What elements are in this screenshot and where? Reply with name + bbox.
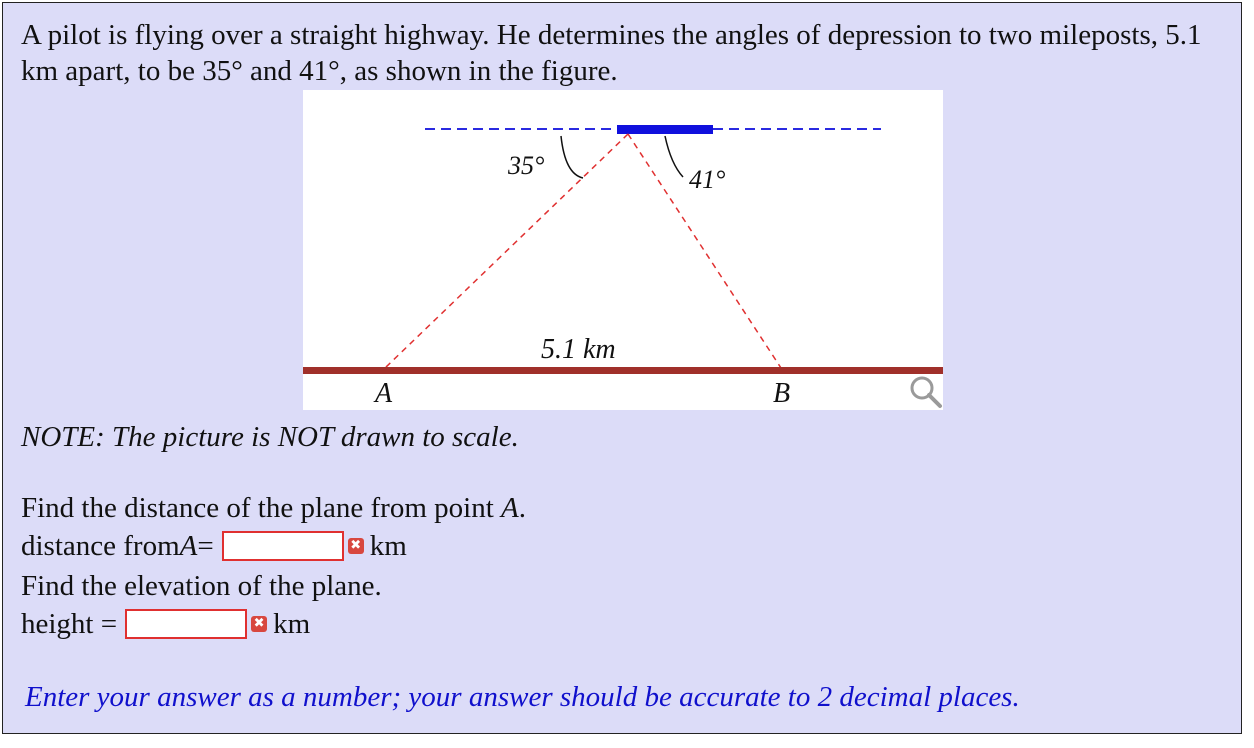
question-panel [2,2,1242,734]
part2-prompt: Find the elevation of the plane. [21,570,382,602]
part1-prompt-text: Find the distance of the plane from point [21,492,494,524]
highway [303,367,943,374]
point-b-label: B [773,378,791,409]
part1-prompt-end: . [518,492,526,524]
part1-prompt [21,489,526,527]
point-a-label: A [375,378,393,409]
part1-label-var: A [179,530,198,562]
part2-unit: km [273,608,311,640]
part2-label: height = [21,608,118,640]
angle-label-left: 35° [508,151,545,180]
angle-arc-right [665,136,683,177]
x-mark-icon: ✖ [348,538,364,554]
part1-label-eq: = [197,530,214,562]
part1-label-text: distance from [21,530,180,562]
problem-figure [303,90,943,410]
problem-statement: A pilot is flying over a straight highway. He determines the angles of depression to two mileposts, 5.1 km apart, to be 35° and 41°, as shown in the figure. [21,19,1202,87]
answer-hint: Enter your answer as a number; your answer should be accurate to 2 decimal places. [25,681,1020,713]
distance-label: 5.1 km [541,334,616,365]
x-mark-icon: ✖ [251,616,267,632]
figure-diagram [303,90,943,410]
angle-label-right: 41° [689,165,726,194]
part1-prompt-var: A [501,492,519,524]
sight-line-a [385,134,628,368]
angle-arc-left [561,136,583,178]
distance-answer-input[interactable] [222,531,344,561]
scale-note: NOTE: The picture is NOT drawn to scale. [21,421,519,453]
plane [617,125,713,134]
height-answer-input[interactable] [125,609,247,639]
part2-answer-row [21,605,310,643]
magnifier-icon[interactable] [909,375,943,409]
part1-answer-row [21,527,407,565]
part1-unit: km [369,530,407,562]
